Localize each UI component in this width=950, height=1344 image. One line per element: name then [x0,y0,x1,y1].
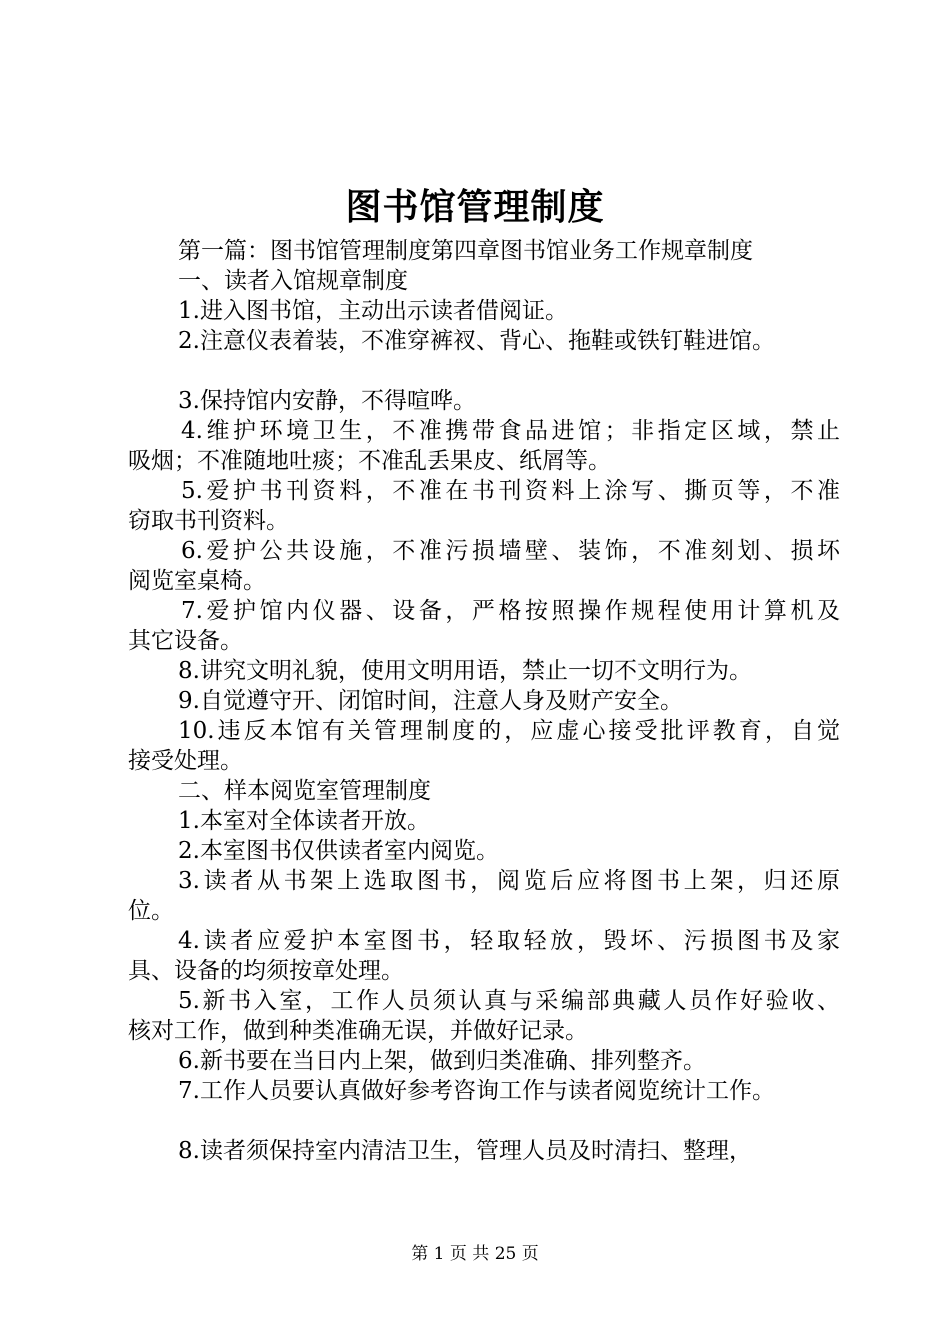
text-line: 接受处理。 [128,748,243,774]
section-heading: 一、读者入馆规章制度 [178,268,408,294]
text-line: 4.维护环境卫生，不准携带食品进馆；非指定区域，禁止 [181,418,840,444]
text-line: 吸烟；不准随地吐痰；不准乱丢果皮、纸屑等。 [128,448,611,474]
text-line: 8.读者须保持室内清洁卫生，管理人员及时清扫、整理， [178,1138,752,1164]
text-line: 10.违反本馆有关管理制度的，应虚心接受批评教育，自觉 [178,718,840,744]
text-line: 1.本室对全体读者开放。 [178,808,430,834]
text-line: 窃取书刊资料。 [128,508,289,534]
section-heading: 二、样本阅览室管理制度 [178,778,431,804]
document-body [128,236,840,1166]
text-line: 1.进入图书馆，主动出示读者借阅证。 [178,298,568,324]
text-line: 4.读者应爱护本室图书，轻取轻放，毁坏、污损图书及家 [178,928,840,954]
text-line: 核对工作，做到种类准确无误，并做好记录。 [128,1018,588,1044]
text-line: 2.本室图书仅供读者室内阅览。 [178,838,499,864]
text-line: 5.爱护书刊资料，不准在书刊资料上涂写、撕页等，不准 [181,478,840,504]
page-footer: 第 1 页 共 25 页 [411,1244,539,1264]
document-title: 图书馆管理制度 [345,186,605,228]
text-line: 8.讲究文明礼貌，使用文明用语，禁止一切不文明行为。 [178,658,752,684]
text-line: 6.爱护公共设施，不准污损墙壁、装饰，不准刻划、损坏 [181,538,840,564]
text-line: 6.新书要在当日内上架，做到归类准确、排列整齐。 [178,1048,706,1074]
text-line: 具、设备的均须按章处理。 [128,958,404,984]
text-line: 3.读者从书架上选取图书，阅览后应将图书上架，归还原 [178,868,840,894]
text-line: 其它设备。 [128,628,243,654]
text-line: 3.保持馆内安静，不得喧哗。 [178,388,476,414]
text-line: 阅览室桌椅。 [128,568,266,594]
text-line: 位。 [128,898,174,924]
paragraph-spacer [128,1106,840,1136]
text-line: 2.注意仪表着装，不准穿裤衩、背心、拖鞋或铁钉鞋进馆。 [178,328,775,354]
text-line: 7.工作人员要认真做好参考咨询工作与读者阅览统计工作。 [178,1078,775,1104]
text-line: 5.新书入室，工作人员须认真与采编部典藏人员作好验收、 [178,988,840,1014]
text-line: 第一篇：图书馆管理制度第四章图书馆业务工作规章制度 [178,238,753,264]
text-line: 9.自觉遵守开、闭馆时间，注意人身及财产安全。 [178,688,683,714]
paragraph-spacer [128,356,840,386]
text-line: 7.爱护馆内仪器、设备，严格按照操作规程使用计算机及 [181,598,840,624]
